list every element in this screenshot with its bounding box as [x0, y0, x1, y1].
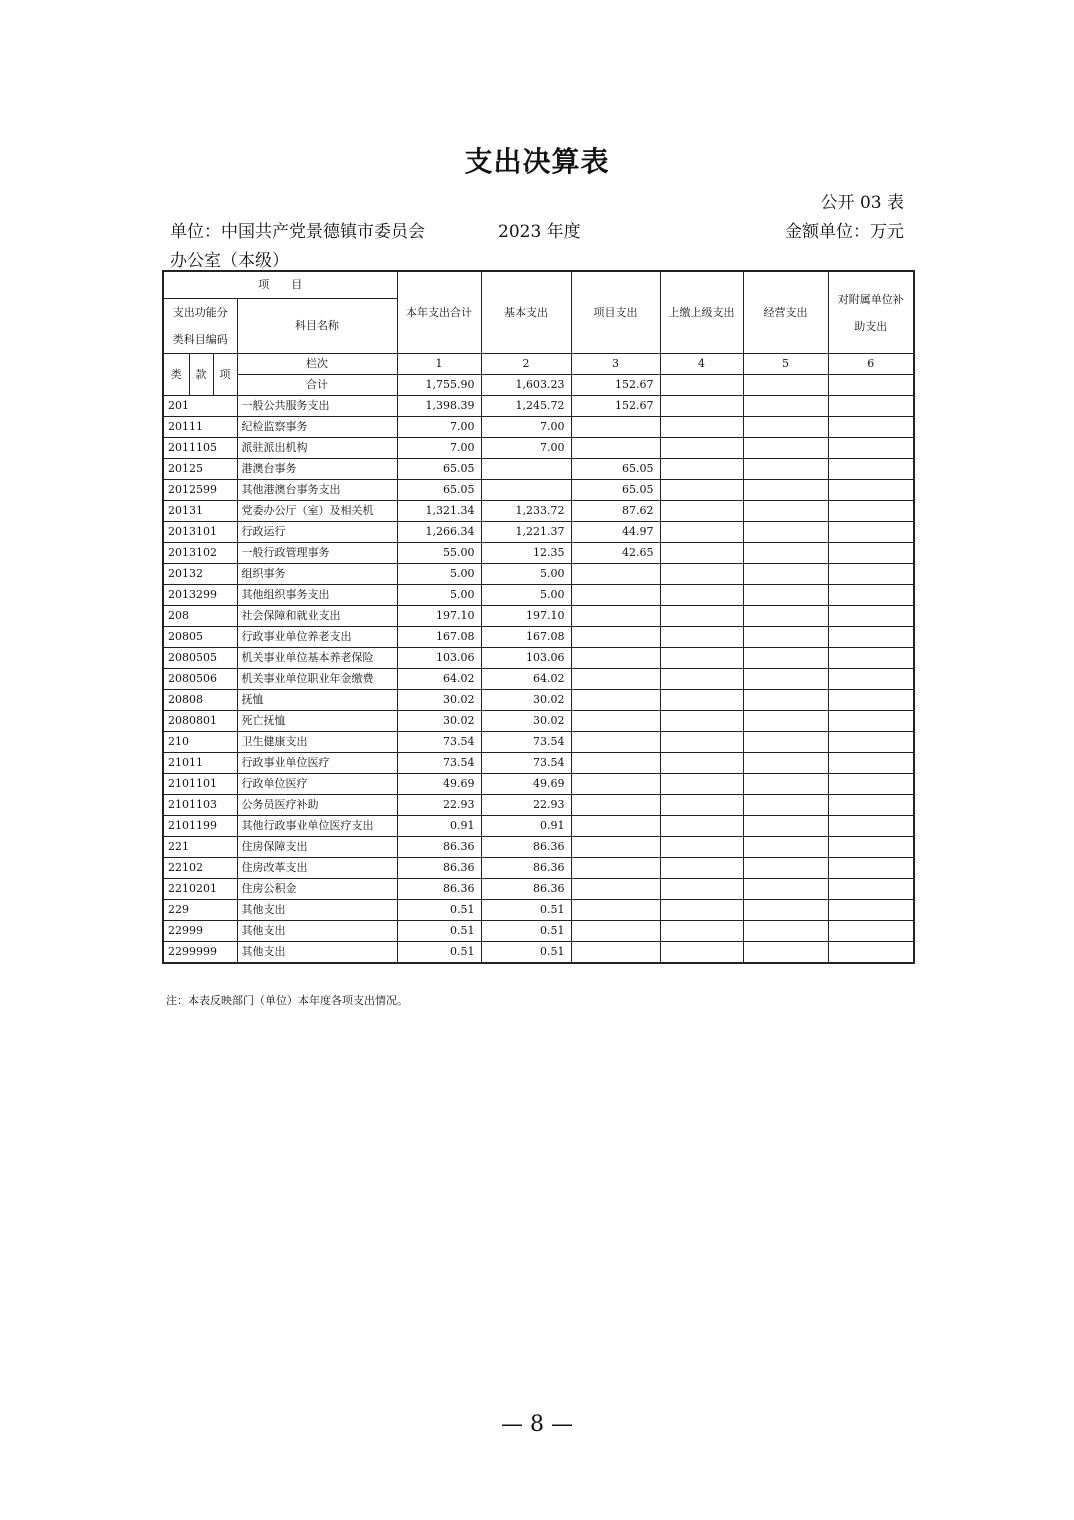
row-project: 65.05	[571, 480, 660, 501]
table-row	[163, 564, 914, 585]
row-basic: 73.54	[481, 732, 571, 753]
row-project	[571, 438, 660, 459]
row-code: 22102	[163, 858, 237, 879]
table-row	[163, 879, 914, 900]
row-basic: 7.00	[481, 417, 571, 438]
row-code: 20125	[163, 459, 237, 480]
header-name: 科目名称	[237, 299, 397, 354]
row-total: 0.51	[397, 900, 481, 921]
row-project: 42.65	[571, 543, 660, 564]
header-xiang: 项	[213, 354, 237, 396]
row-total: 30.02	[397, 690, 481, 711]
row-business	[743, 921, 828, 942]
row-upper	[660, 480, 743, 501]
col-number-4: 4	[660, 354, 743, 375]
amount-unit: 金额单位：万元	[785, 222, 904, 242]
row-total: 5.00	[397, 564, 481, 585]
row-business	[743, 837, 828, 858]
row-project	[571, 711, 660, 732]
total-row	[163, 375, 914, 396]
row-project	[571, 921, 660, 942]
table-row	[163, 522, 914, 543]
row-basic: 73.54	[481, 753, 571, 774]
row-business	[743, 879, 828, 900]
row-code: 20132	[163, 564, 237, 585]
col-number-2: 2	[481, 354, 571, 375]
row-total: 0.51	[397, 942, 481, 964]
row-subsidiary	[828, 753, 914, 774]
row-subsidiary	[828, 879, 914, 900]
row-project: 87.62	[571, 501, 660, 522]
table-row	[163, 438, 914, 459]
row-business	[743, 942, 828, 964]
row-upper	[660, 648, 743, 669]
row-project	[571, 753, 660, 774]
row-basic: 30.02	[481, 711, 571, 732]
row-basic: 86.36	[481, 837, 571, 858]
row-name: 住房改革支出	[237, 858, 397, 879]
row-code: 210	[163, 732, 237, 753]
row-total: 103.06	[397, 648, 481, 669]
row-subsidiary	[828, 816, 914, 837]
table-row	[163, 585, 914, 606]
row-total: 73.54	[397, 732, 481, 753]
row-basic: 0.91	[481, 816, 571, 837]
row-code: 2210201	[163, 879, 237, 900]
row-total: 86.36	[397, 837, 481, 858]
row-total: 5.00	[397, 585, 481, 606]
header-subsidiary: 对附属单位补助支出	[828, 271, 914, 354]
header-project: 项目支出	[571, 271, 660, 354]
table-row	[163, 795, 914, 816]
row-subsidiary	[828, 564, 914, 585]
row-subsidiary	[828, 585, 914, 606]
row-name: 其他支出	[237, 921, 397, 942]
table-row	[163, 501, 914, 522]
row-subsidiary	[828, 795, 914, 816]
table-row	[163, 816, 914, 837]
row-business	[743, 564, 828, 585]
row-project: 44.97	[571, 522, 660, 543]
row-subsidiary	[828, 606, 914, 627]
row-business	[743, 753, 828, 774]
row-code: 2080505	[163, 648, 237, 669]
row-project	[571, 942, 660, 964]
row-code: 2101199	[163, 816, 237, 837]
row-code: 2012599	[163, 480, 237, 501]
row-code: 201	[163, 396, 237, 417]
row-basic: 197.10	[481, 606, 571, 627]
row-subsidiary	[828, 543, 914, 564]
header-item: 项 目	[163, 271, 397, 299]
row-basic: 0.51	[481, 900, 571, 921]
total-label: 合计	[237, 375, 397, 396]
row-project	[571, 900, 660, 921]
row-subsidiary	[828, 837, 914, 858]
row-project	[571, 732, 660, 753]
row-project	[571, 627, 660, 648]
row-total: 86.36	[397, 858, 481, 879]
row-total: 0.91	[397, 816, 481, 837]
row-project	[571, 690, 660, 711]
row-total: 22.93	[397, 795, 481, 816]
row-total: 86.36	[397, 879, 481, 900]
row-basic: 86.36	[481, 858, 571, 879]
row-upper	[660, 417, 743, 438]
row-basic: 86.36	[481, 879, 571, 900]
col-number-1: 1	[397, 354, 481, 375]
row-upper	[660, 564, 743, 585]
row-project	[571, 837, 660, 858]
row-code: 20111	[163, 417, 237, 438]
row-code: 229	[163, 900, 237, 921]
row-basic: 1,221.37	[481, 522, 571, 543]
row-upper	[660, 669, 743, 690]
table-row	[163, 753, 914, 774]
row-code: 2080506	[163, 669, 237, 690]
row-project	[571, 816, 660, 837]
row-upper	[660, 732, 743, 753]
row-project	[571, 858, 660, 879]
row-basic: 30.02	[481, 690, 571, 711]
row-name: 住房保障支出	[237, 837, 397, 858]
row-upper	[660, 543, 743, 564]
row-code: 20131	[163, 501, 237, 522]
row-business	[743, 774, 828, 795]
row-upper	[660, 816, 743, 837]
row-subsidiary	[828, 396, 914, 417]
row-subsidiary	[828, 858, 914, 879]
row-name: 机关事业单位基本养老保险	[237, 648, 397, 669]
header-kuan: 款	[189, 354, 213, 396]
row-subsidiary	[828, 627, 914, 648]
row-subsidiary	[828, 921, 914, 942]
row-upper	[660, 879, 743, 900]
row-project	[571, 564, 660, 585]
row-basic: 64.02	[481, 669, 571, 690]
row-name: 党委办公厅（室）及相关机	[237, 501, 397, 522]
row-upper	[660, 837, 743, 858]
row-total: 64.02	[397, 669, 481, 690]
row-business	[743, 585, 828, 606]
table-row	[163, 480, 914, 501]
row-business	[743, 438, 828, 459]
table-row	[163, 858, 914, 879]
col-number-3: 3	[571, 354, 660, 375]
row-total: 7.00	[397, 417, 481, 438]
row-name: 其他支出	[237, 942, 397, 964]
col-number-5: 5	[743, 354, 828, 375]
row-upper	[660, 522, 743, 543]
row-total: 1,266.34	[397, 522, 481, 543]
row-subsidiary	[828, 459, 914, 480]
row-project	[571, 669, 660, 690]
row-basic: 22.93	[481, 795, 571, 816]
row-basic: 103.06	[481, 648, 571, 669]
row-project	[571, 606, 660, 627]
row-business	[743, 648, 828, 669]
row-code: 2013101	[163, 522, 237, 543]
row-total: 49.69	[397, 774, 481, 795]
row-upper	[660, 459, 743, 480]
row-total: 1,398.39	[397, 396, 481, 417]
header-row-1	[163, 271, 914, 299]
row-subsidiary	[828, 942, 914, 964]
row-business	[743, 522, 828, 543]
total-amount: 1,755.90	[397, 375, 481, 396]
table-row	[163, 732, 914, 753]
row-subsidiary	[828, 711, 914, 732]
row-subsidiary	[828, 522, 914, 543]
row-basic: 7.00	[481, 438, 571, 459]
row-business	[743, 501, 828, 522]
table-row	[163, 690, 914, 711]
row-upper	[660, 606, 743, 627]
row-business	[743, 480, 828, 501]
row-name: 公务员医疗补助	[237, 795, 397, 816]
header-lanci: 栏次	[237, 354, 397, 375]
row-business	[743, 732, 828, 753]
table-row	[163, 459, 914, 480]
row-name: 行政事业单位医疗	[237, 753, 397, 774]
row-code: 20805	[163, 627, 237, 648]
row-upper	[660, 438, 743, 459]
table-row	[163, 627, 914, 648]
row-name: 一般行政管理事务	[237, 543, 397, 564]
row-basic: 5.00	[481, 585, 571, 606]
row-basic	[481, 480, 571, 501]
table-row	[163, 900, 914, 921]
row-business	[743, 459, 828, 480]
row-subsidiary	[828, 501, 914, 522]
row-basic: 5.00	[481, 564, 571, 585]
row-total: 1,321.34	[397, 501, 481, 522]
row-basic: 167.08	[481, 627, 571, 648]
row-total: 65.05	[397, 459, 481, 480]
row-code: 21011	[163, 753, 237, 774]
row-subsidiary	[828, 732, 914, 753]
row-upper	[660, 774, 743, 795]
row-name: 其他组织事务支出	[237, 585, 397, 606]
table-note: 注：本表反映部门（单位）本年度各项支出情况。	[166, 994, 408, 1007]
row-code: 2101103	[163, 795, 237, 816]
row-upper	[660, 942, 743, 964]
row-code: 208	[163, 606, 237, 627]
row-code: 2013299	[163, 585, 237, 606]
row-upper	[660, 501, 743, 522]
row-total: 0.51	[397, 921, 481, 942]
row-basic: 12.35	[481, 543, 571, 564]
row-code: 20808	[163, 690, 237, 711]
row-basic: 0.51	[481, 942, 571, 964]
page-number: — 8 —	[501, 1412, 573, 1437]
row-subsidiary	[828, 648, 914, 669]
row-code: 2011105	[163, 438, 237, 459]
row-upper	[660, 690, 743, 711]
header-basic: 基本支出	[481, 271, 571, 354]
row-name: 行政运行	[237, 522, 397, 543]
row-subsidiary	[828, 480, 914, 501]
row-subsidiary	[828, 690, 914, 711]
row-business	[743, 711, 828, 732]
row-business	[743, 858, 828, 879]
row-total: 167.08	[397, 627, 481, 648]
page-title: 支出决算表	[464, 145, 610, 178]
table-row	[163, 396, 914, 417]
row-project	[571, 417, 660, 438]
row-project: 152.67	[571, 396, 660, 417]
unit-name-continued: 办公室（本级）	[170, 251, 289, 271]
row-subsidiary	[828, 900, 914, 921]
row-business	[743, 795, 828, 816]
row-total: 55.00	[397, 543, 481, 564]
row-business	[743, 900, 828, 921]
row-total: 7.00	[397, 438, 481, 459]
row-business	[743, 396, 828, 417]
row-name: 卫生健康支出	[237, 732, 397, 753]
row-project	[571, 774, 660, 795]
table-row	[163, 648, 914, 669]
header-business: 经营支出	[743, 271, 828, 354]
row-subsidiary	[828, 669, 914, 690]
header-upper: 上缴上级支出	[660, 271, 743, 354]
row-name: 抚恤	[237, 690, 397, 711]
unit-name: 单位：中国共产党景德镇市委员会	[170, 222, 425, 242]
row-upper	[660, 795, 743, 816]
total-project: 152.67	[571, 375, 660, 396]
form-code: 公开 03 表	[820, 193, 904, 213]
row-project	[571, 648, 660, 669]
row-code: 221	[163, 837, 237, 858]
row-name: 其他行政事业单位医疗支出	[237, 816, 397, 837]
table-row	[163, 921, 914, 942]
row-name: 其他支出	[237, 900, 397, 921]
row-basic: 0.51	[481, 921, 571, 942]
row-upper	[660, 396, 743, 417]
row-name: 死亡抚恤	[237, 711, 397, 732]
row-subsidiary	[828, 438, 914, 459]
header-lei: 类	[163, 354, 189, 396]
row-name: 一般公共服务支出	[237, 396, 397, 417]
row-project	[571, 795, 660, 816]
fiscal-year: 2023 年度	[498, 222, 581, 242]
row-basic: 1,233.72	[481, 501, 571, 522]
row-basic	[481, 459, 571, 480]
row-code: 22999	[163, 921, 237, 942]
row-code: 2080801	[163, 711, 237, 732]
row-upper	[660, 585, 743, 606]
row-total: 65.05	[397, 480, 481, 501]
expenditure-table	[162, 270, 915, 964]
row-total: 197.10	[397, 606, 481, 627]
total-basic: 1,603.23	[481, 375, 571, 396]
row-name: 社会保障和就业支出	[237, 606, 397, 627]
row-code: 2013102	[163, 543, 237, 564]
row-project: 65.05	[571, 459, 660, 480]
row-name: 纪检监察事务	[237, 417, 397, 438]
header-code: 支出功能分类科目编码	[163, 299, 237, 354]
col-number-6: 6	[828, 354, 914, 375]
table-row	[163, 942, 914, 964]
table-row	[163, 711, 914, 732]
row-project	[571, 585, 660, 606]
row-upper	[660, 711, 743, 732]
row-name: 住房公积金	[237, 879, 397, 900]
table-row	[163, 417, 914, 438]
row-upper	[660, 900, 743, 921]
table-row	[163, 543, 914, 564]
row-name: 其他港澳台事务支出	[237, 480, 397, 501]
row-name: 行政事业单位养老支出	[237, 627, 397, 648]
row-subsidiary	[828, 774, 914, 795]
row-upper	[660, 627, 743, 648]
row-basic: 1,245.72	[481, 396, 571, 417]
row-basic: 49.69	[481, 774, 571, 795]
row-business	[743, 417, 828, 438]
table-row	[163, 774, 914, 795]
row-business	[743, 690, 828, 711]
row-name: 派驻派出机构	[237, 438, 397, 459]
row-name: 港澳台事务	[237, 459, 397, 480]
row-code: 2299999	[163, 942, 237, 964]
row-business	[743, 816, 828, 837]
row-name: 行政单位医疗	[237, 774, 397, 795]
row-project	[571, 879, 660, 900]
header-row-3	[163, 354, 914, 375]
table-row	[163, 837, 914, 858]
row-total: 30.02	[397, 711, 481, 732]
row-upper	[660, 753, 743, 774]
row-name: 机关事业单位职业年金缴费	[237, 669, 397, 690]
row-business	[743, 669, 828, 690]
row-business	[743, 606, 828, 627]
row-upper	[660, 858, 743, 879]
row-business	[743, 627, 828, 648]
row-total: 73.54	[397, 753, 481, 774]
row-upper	[660, 921, 743, 942]
table-row	[163, 606, 914, 627]
row-subsidiary	[828, 417, 914, 438]
table-row	[163, 669, 914, 690]
row-name: 组织事务	[237, 564, 397, 585]
header-total: 本年支出合计	[397, 271, 481, 354]
row-business	[743, 543, 828, 564]
row-code: 2101101	[163, 774, 237, 795]
